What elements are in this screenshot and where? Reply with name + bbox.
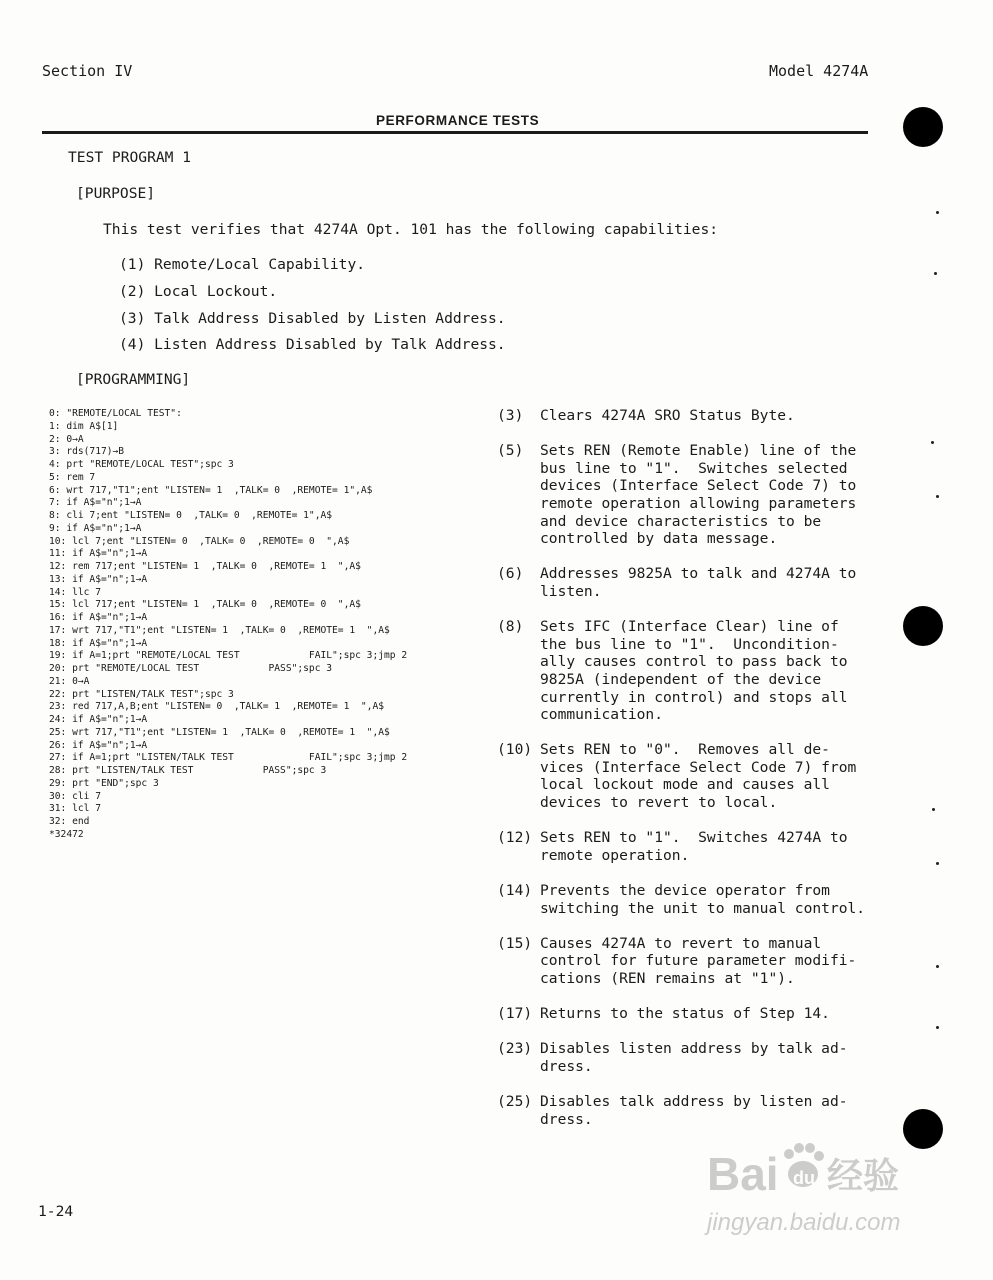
step-note	[497, 407, 869, 425]
intro-text: This test verifies that 4274A Opt. 101 has the following capabilities:	[103, 221, 719, 238]
watermark-suffix: du	[793, 1168, 815, 1188]
code-line: 27: if A=1;prt "LISTEN/TALK TEST FAIL";spc 3;jmp 2	[49, 752, 408, 764]
code-line: 32: end	[49, 816, 90, 827]
step-description: Sets REN to "0". Removes all de- vices (Interface Select Code 7) from local lockout mode and causes all devices to revert to local.	[540, 741, 857, 812]
code-line: 9: if A$="n";1→A	[49, 522, 142, 534]
program-title: TEST PROGRAM 1	[68, 149, 192, 166]
step-note	[497, 1093, 869, 1128]
step-note	[497, 935, 869, 988]
code-line: 3: rds(717)→B	[49, 446, 125, 458]
baidu-watermark-logo	[703, 1132, 939, 1242]
scan-speck	[931, 441, 934, 444]
step-note	[497, 882, 869, 917]
step-description: Sets REN to "1". Switches 4274A to remote operation.	[540, 829, 848, 864]
scan-speck	[934, 272, 937, 275]
code-line: 1: dim A$[1]	[49, 420, 119, 432]
code-line: 11: if A$="n";1→A	[49, 548, 148, 560]
programming-heading: [PROGRAMMING]	[76, 371, 191, 388]
model-label: Model 4274A	[769, 62, 869, 80]
code-line: 31: lcl 7	[49, 803, 101, 815]
step-number: (5)	[497, 442, 524, 460]
code-line: 19: if A=1;prt "REMOTE/LOCAL TEST FAIL";spc 3;jmp 2	[49, 650, 408, 662]
scan-speck	[932, 808, 935, 811]
code-line: 24: if A$="n";1→A	[49, 714, 148, 725]
step-note	[497, 565, 869, 600]
scan-speck	[936, 862, 939, 865]
watermark-url: jingyan.baidu.com	[707, 1209, 901, 1236]
code-line: 20: prt "REMOTE/LOCAL TEST PASS";spc 3	[49, 663, 333, 674]
code-line: 22: prt "LISTEN/TALK TEST";spc 3	[49, 688, 234, 700]
capability-item: (4) Listen Address Disabled by Talk Address.	[119, 336, 506, 353]
step-description: Disables talk address by listen ad- dress.	[540, 1093, 848, 1128]
step-note	[497, 1005, 869, 1023]
code-line: 5: rem 7	[49, 471, 96, 483]
step-number: (3)	[497, 407, 524, 424]
step-number: (10)	[497, 741, 533, 759]
code-line: 18: if A$="n";1→A	[49, 637, 148, 649]
capability-item: (3) Talk Address Disabled by Listen Address.	[119, 310, 506, 327]
step-number: (12)	[497, 829, 533, 847]
step-description: Addresses 9825A to talk and 4274A to listen.	[540, 565, 857, 600]
code-line: 23: red 717,A,B;ent "LISTEN= 0 ,TALK= 1 ,REMOTE= 1 ",A$	[49, 701, 385, 713]
code-line: 15: lcl 717;ent "LISTEN= 1 ,TALK= 0 ,REMOTE= 0 ",A$	[49, 599, 361, 611]
code-line: 26: if A$="n";1→A	[49, 739, 148, 751]
code-line: 28: prt "LISTEN/TALK TEST PASS";spc 3	[49, 765, 327, 776]
step-description: Returns to the status of Step 14.	[540, 1005, 830, 1023]
step-description: Disables listen address by talk ad- dress.	[540, 1040, 848, 1075]
code-line: 10: lcl 7;ent "LISTEN= 0 ,TALK= 0 ,REMOTE= 0 ",A$	[49, 535, 350, 547]
scan-speck	[936, 965, 939, 968]
scan-speck	[936, 211, 939, 214]
code-line: 2: 0→A	[49, 433, 84, 445]
step-number: (17)	[497, 1005, 533, 1023]
header-rule	[42, 131, 868, 134]
watermark-brand: Bai	[707, 1148, 779, 1200]
step-number: (8)	[497, 618, 524, 636]
binder-hole	[903, 107, 943, 147]
step-description: Clears 4274A SRO Status Byte.	[540, 407, 795, 424]
step-description: Causes 4274A to revert to manual control for future parameter modifi- cations (REN remains at "1").	[540, 934, 857, 987]
page-number: 1-24	[38, 1203, 74, 1220]
capability-item: (2) Local Lockout.	[119, 283, 278, 300]
code-line: 30: cli 7	[49, 790, 101, 802]
code-line: 25: wrt 717,"T1";ent "LISTEN= 1 ,TALK= 0 ,REMOTE= 1 ",A$	[49, 726, 390, 738]
code-line: 6: wrt 717,"T1";ent "LISTEN= 1 ,TALK= 0 ,REMOTE= 1",A$	[49, 484, 373, 496]
step-number: (25)	[497, 1093, 533, 1111]
step-notes	[497, 407, 869, 1146]
step-note	[497, 442, 869, 548]
code-line: 17: wrt 717,"T1";ent "LISTEN= 1 ,TALK= 0 ,REMOTE= 1 ",A$	[49, 624, 390, 636]
code-line: 0: "REMOTE/LOCAL TEST":	[49, 408, 182, 419]
code-line: 12: rem 717;ent "LISTEN= 1 ,TALK= 0 ,REMOTE= 1 ",A$	[49, 561, 361, 572]
step-note	[497, 1040, 869, 1075]
step-number: (6)	[497, 565, 524, 583]
code-line: 14: llc 7	[49, 586, 101, 598]
code-line: 13: if A$="n";1→A	[49, 573, 148, 585]
program-listing	[49, 408, 407, 842]
step-note	[497, 829, 869, 864]
code-line: 21: 0→A	[49, 675, 90, 687]
step-number: (23)	[497, 1040, 533, 1058]
binder-hole	[903, 606, 943, 646]
scan-speck	[936, 495, 939, 498]
step-number: (15)	[497, 934, 533, 952]
step-description: Sets IFC (Interface Clear) line of the bus line to "1". Uncondition- ally causes control to pass back to 9825A (independent of the device currently in control) and stops all communication.	[540, 618, 848, 724]
step-note	[497, 618, 869, 724]
step-number: (14)	[497, 882, 533, 900]
code-line: 29: prt "END";spc 3	[49, 777, 159, 789]
code-line: 8: cli 7;ent "LISTEN= 0 ,TALK= 0 ,REMOTE= 1",A$	[49, 510, 333, 521]
watermark-cn: 经验	[827, 1156, 900, 1197]
code-line: *32472	[49, 828, 84, 840]
page-title: PERFORMANCE TESTS	[376, 113, 540, 128]
section-label: Section IV	[42, 62, 133, 80]
code-line: 4: prt "REMOTE/LOCAL TEST";spc 3	[49, 459, 234, 470]
step-note	[497, 741, 869, 811]
step-description: Prevents the device operator from switching the unit to manual control.	[540, 882, 866, 917]
code-line: 16: if A$="n";1→A	[49, 612, 148, 623]
code-line: 7: if A$="n";1→A	[49, 497, 142, 509]
scan-speck	[936, 1026, 939, 1029]
capability-item: (1) Remote/Local Capability.	[119, 256, 366, 273]
step-description: Sets REN (Remote Enable) line of the bus line to "1". Switches selected devices (Interface Select Code 7) to remote operation allowing parameters and device characteristics to be controlled by data message.	[540, 442, 857, 548]
purpose-heading: [PURPOSE]	[76, 185, 156, 202]
